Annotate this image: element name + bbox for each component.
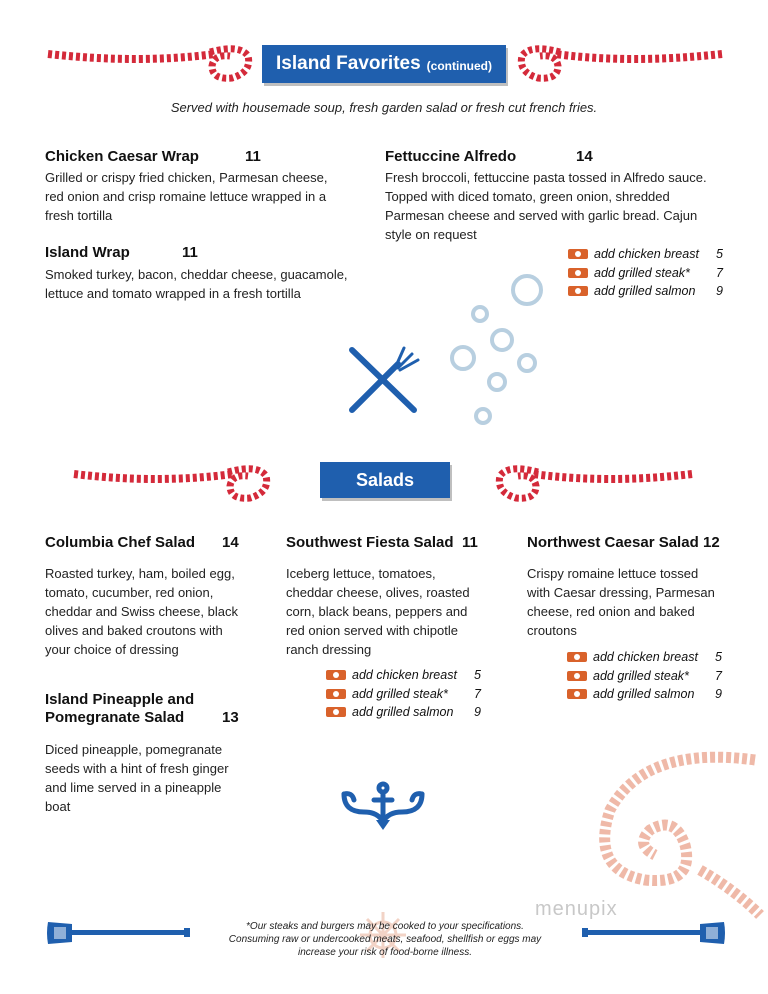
plus-tag-icon: [568, 286, 588, 296]
addon-item: add chicken breast 5: [568, 245, 723, 264]
addon-list: [567, 648, 722, 704]
addon-item: add grilled salmon 9: [326, 703, 481, 722]
menu-item-price: 12: [703, 534, 720, 551]
menu-item-price: 14: [576, 148, 593, 165]
plus-tag-icon: [568, 268, 588, 278]
knife-fork-icon: [346, 344, 421, 416]
addon-list: [326, 666, 481, 722]
menu-item-description: Diced pineapple, pomegranate seeds with a hint of fresh ginger and lime served in a pineapple boat: [45, 742, 229, 814]
tagline: Served with housemade soup, fresh garden salad or fresh cut french fries.: [170, 100, 598, 115]
plus-tag-icon: [326, 707, 346, 717]
menu-item-name: Southwest Fiesta Salad: [286, 534, 454, 551]
menu-item-description: Grilled or crispy fried chicken, Parmesan cheese, red onion and crisp romaine lettuce wrapped in a fresh tortilla: [45, 170, 328, 223]
menu-item-name: Fettuccine Alfredo: [385, 148, 517, 165]
plus-tag-icon: [568, 249, 588, 259]
addon-item: add chicken breast 5: [567, 648, 722, 667]
plus-tag-icon: [567, 689, 587, 699]
section-title: Salads: [355, 469, 415, 490]
menu-item-description: Iceberg lettuce, tomatoes, cheddar cheese, olives, roasted corn, black beans, peppers and red onion served with chipotle ranch dressing: [286, 566, 470, 657]
menu-item-name: Island Pineapple and Pomegranate Salad: [45, 691, 195, 726]
rope-decoration-right-salads: [493, 462, 698, 504]
rope-spiral-decoration: [585, 750, 768, 920]
addon-item: add chicken breast 5: [326, 666, 481, 685]
menu-item-name: Columbia Chef Salad: [45, 534, 196, 551]
menu-item-price: 13: [222, 709, 239, 726]
addon-item: add grilled salmon 9: [567, 685, 722, 704]
menu-item-name: Northwest Caesar Salad: [527, 534, 699, 551]
addon-item: add grilled steak* 7: [326, 685, 481, 704]
addon-item: add grilled steak* 7: [567, 667, 722, 686]
rope-decoration-left-top: [40, 42, 255, 84]
footnote: *Our steaks and burgers may be cooked to your specifications. Consuming raw or undercooked meats, seafood, shellfish or eggs may increase your risk of food-borne illness.: [228, 921, 542, 958]
plus-tag-icon: [326, 689, 346, 699]
bubbles-icon: [440, 270, 550, 430]
menu-item-description: Fresh broccoli, fettuccine pasta tossed in Alfredo sauce. Topped with diced tomato, green onion, shredded Parmesan cheese and served with garlic bread. Cajun style on request: [385, 170, 707, 242]
menu-item-description: Smoked turkey, bacon, cheddar cheese, guacamole, lettuce and tomato wrapped in a fresh tortilla: [45, 267, 348, 301]
menu-item-price: 11: [245, 148, 261, 165]
section-banner-island-favorites: [262, 45, 506, 83]
watermark: menupix: [535, 898, 618, 920]
rope-decoration-left-salads: [68, 462, 273, 504]
menu-item-name: Chicken Caesar Wrap: [45, 148, 199, 165]
oar-left-icon: [44, 918, 194, 948]
section-title: Island Favorites: [276, 53, 421, 74]
menu-item-description: Crispy romaine lettuce tossed with Caesar dressing, Parmesan cheese, red onion and baked croutons: [527, 566, 715, 638]
menu-item-price: 11: [182, 244, 198, 261]
oar-right-icon: [578, 918, 728, 948]
plus-tag-icon: [567, 671, 587, 681]
plus-tag-icon: [567, 652, 587, 662]
section-subtitle: (continued): [426, 58, 492, 73]
plus-tag-icon: [326, 670, 346, 680]
menu-item-price: 14: [222, 534, 239, 551]
addon-list: [568, 245, 723, 301]
anchor-icon: [338, 780, 428, 832]
menu-item-price: 11: [462, 534, 478, 551]
addon-item: add grilled salmon 9: [568, 282, 723, 301]
rope-decoration-right-top: [515, 42, 730, 84]
menu-item-description: Roasted turkey, ham, boiled egg, tomato, cucumber, red onion, cheddar and Swiss cheese, black olives and baked croutons with your choice of dressing: [45, 566, 238, 657]
section-banner-salads: [320, 462, 450, 498]
menu-item-name: Island Wrap: [45, 244, 130, 261]
addon-item: add grilled steak* 7: [568, 264, 723, 283]
